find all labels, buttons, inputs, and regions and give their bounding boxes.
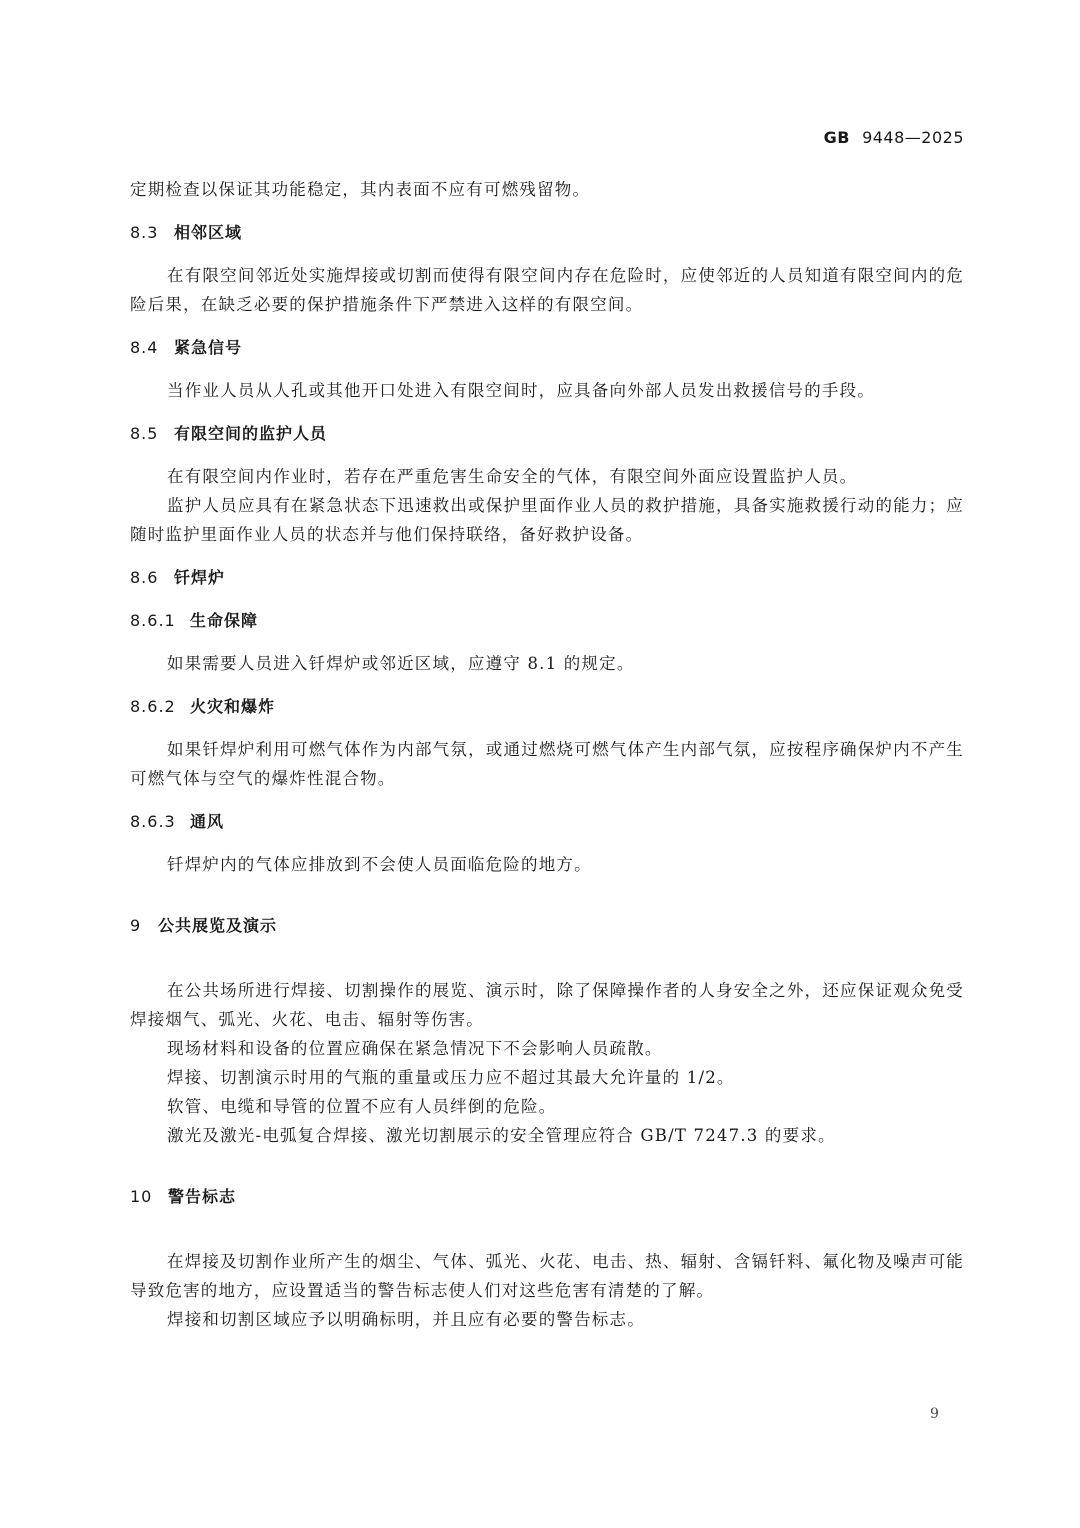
paragraph: 现场材料和设备的位置应确保在紧急情况下不会影响人员疏散。 [167, 1039, 663, 1058]
standard-number: 9448—2025 [862, 128, 964, 147]
paragraph: 定期检查以保证其功能稳定，其内表面不应有可燃残留物。 [130, 180, 591, 199]
paragraph: 焊接、切割演示时用的气瓶的重量或压力应不超过其最大允许量的 1/2。 [167, 1068, 735, 1087]
standard-code [824, 128, 964, 147]
paragraph: 监护人员应具有在紧急状态下迅速救出或保护里面作业人员的救护措施，具备实施救援行动的能力；应随时监护里面作业人员的状态并与他们保持联络，备好救护设备。 [130, 496, 964, 544]
paragraph: 如果钎焊炉利用可燃气体作为内部气氛，或通过燃烧可燃气体产生内部气氛，应按程序确保炉内不产生可燃气体与空气的爆炸性混合物。 [130, 740, 964, 788]
standard-prefix: GB [823, 128, 850, 147]
section-heading-8-4: 8.4 紧急信号 [130, 338, 243, 357]
paragraph: 在有限空间邻近处实施焊接或切割而使得有限空间内存在危险时，应使邻近的人员知道有限空间内的危险后果，在缺乏必要的保护措施条件下严禁进入这样的有限空间。 [130, 266, 964, 314]
section-heading-8-6-3: 8.6.3 通风 [130, 812, 225, 831]
section-heading-8-6-2: 8.6.2 火灾和爆炸 [130, 697, 276, 716]
paragraph: 钎焊炉内的气体应排放到不会使人员面临危险的地方。 [167, 855, 592, 874]
page-number: 9 [930, 1406, 939, 1422]
paragraph: 焊接和切割区域应予以明确标明，并且应有必要的警告标志。 [167, 1310, 645, 1329]
section-heading-8-6: 8.6 钎焊炉 [130, 568, 226, 587]
paragraph: 在有限空间内作业时，若存在严重危害生命安全的气体，有限空间外面应设置监护人员。 [167, 467, 858, 486]
paragraph: 在公共场所进行焊接、切割操作的展览、演示时，除了保障操作者的人身安全之外，还应保证观众免受焊接烟气、弧光、火花、电击、辐射等伤害。 [130, 981, 964, 1029]
paragraph: 软管、电缆和导管的位置不应有人员绊倒的危险。 [167, 1097, 557, 1116]
paragraph: 如果需要人员进入钎焊炉或邻近区域，应遵守 8.1 的规定。 [167, 654, 635, 673]
section-heading-8-5: 8.5 有限空间的监护人员 [130, 424, 328, 443]
document-body [130, 175, 964, 1334]
paragraph: 激光及激光-电弧复合焊接、激光切割展示的安全管理应符合 GB/T 7247.3 的要求。 [167, 1126, 836, 1145]
section-heading-8-3: 8.3 相邻区域 [130, 223, 243, 242]
paragraph: 在焊接及切割作业所产生的烟尘、气体、弧光、火花、电击、热、辐射、含镉钎料、氟化物及噪声可能导致危害的地方，应设置适当的警告标志使人们对这些危害有清楚的了解。 [130, 1252, 964, 1300]
section-heading-8-6-1: 8.6.1 生命保障 [130, 611, 259, 630]
section-heading-9: 9 公共展览及演示 [130, 916, 278, 935]
section-heading-10: 10 警告标志 [130, 1187, 237, 1206]
paragraph: 当作业人员从人孔或其他开口处进入有限空间时，应具备向外部人员发出救援信号的手段。 [167, 381, 875, 400]
